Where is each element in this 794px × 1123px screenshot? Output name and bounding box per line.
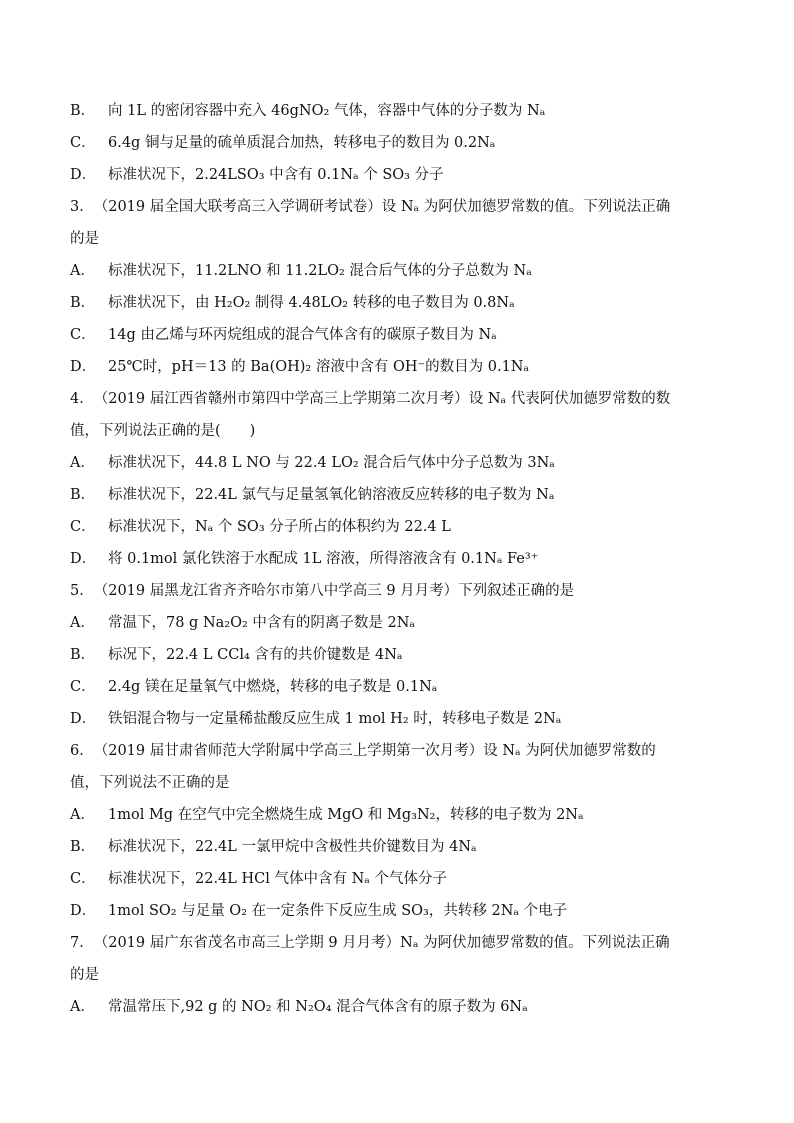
option-d <box>70 901 750 921</box>
question-text: 值，下列说法正确的是( ) <box>70 423 256 439</box>
question-text: （2019 届全国大联考高三入学调研考试卷）设 Nₐ 为阿伏加德罗常数的值。下列说法正确 <box>93 199 671 215</box>
question-text: 值，下列说法不正确的是 <box>70 775 230 791</box>
question-number: 6． <box>70 743 94 759</box>
option-text: 标准状况下，由 H₂O₂ 制得 4.48LO₂ 转移的电子数目为 0.8Nₐ <box>108 295 515 311</box>
question-7-stem <box>70 933 750 953</box>
option-label: C． <box>70 519 96 535</box>
option-label: A． <box>70 807 95 823</box>
question-number: 5． <box>70 583 94 599</box>
option-d <box>70 549 750 569</box>
option-b <box>70 837 750 857</box>
option-a <box>70 261 750 281</box>
option-b <box>70 485 750 505</box>
option-c <box>70 517 750 537</box>
option-label: A． <box>70 615 95 631</box>
option-a <box>70 453 750 473</box>
option-text: 1mol Mg 在空气中完全燃烧生成 MgO 和 Mg₃N₂，转移的电子数为 2Nₐ <box>108 807 584 823</box>
option-label: A． <box>70 263 95 279</box>
question-6-stem-cont <box>70 773 750 793</box>
question-7-stem-cont <box>70 965 750 985</box>
option-text: 标准状况下，2.24LSO₃ 中含有 0.1Nₐ 个 SO₃ 分子 <box>108 167 444 183</box>
option-b <box>70 101 750 121</box>
option-label: B． <box>70 647 96 663</box>
question-number: 4． <box>70 391 94 407</box>
option-text: 标准状况下，44.8 L NO 与 22.4 LO₂ 混合后气体中分子总数为 3Nₐ <box>108 455 555 471</box>
question-text: 的是 <box>70 967 99 983</box>
option-text: 常温下，78 g Na₂O₂ 中含有的阴离子数是 2Nₐ <box>108 615 416 631</box>
option-label: C． <box>70 679 96 695</box>
option-d <box>70 357 750 377</box>
option-b <box>70 645 750 665</box>
question-number: 3． <box>70 199 94 215</box>
question-text: （2019 届江西省赣州市第四中学高三上学期第二次月考）设 Nₐ 代表阿伏加德罗常数的数 <box>93 391 671 407</box>
question-text: 的是 <box>70 231 99 247</box>
question-3-stem <box>70 197 750 217</box>
option-text: 标准状况下，11.2LNO 和 11.2LO₂ 混合后气体的分子总数为 Nₐ <box>108 263 532 279</box>
option-b <box>70 293 750 313</box>
option-label: B． <box>70 103 96 119</box>
option-text: 6.4g 铜与足量的硫单质混合加热，转移电子的数目为 0.2Nₐ <box>108 135 496 151</box>
option-text: 向 1L 的密闭容器中充入 46gNO₂ 气体，容器中气体的分子数为 Nₐ <box>108 103 546 119</box>
option-text: 14g 由乙烯与环丙烷组成的混合气体含有的碳原子数目为 Nₐ <box>108 327 497 343</box>
option-d <box>70 165 750 185</box>
option-text: 标准状况下，22.4L HCl 气体中含有 Nₐ 个气体分子 <box>108 871 448 887</box>
option-c <box>70 677 750 697</box>
option-a <box>70 613 750 633</box>
option-label: D． <box>70 359 97 375</box>
question-3-stem-cont <box>70 229 750 249</box>
option-d <box>70 709 750 729</box>
question-text: （2019 届黑龙江省齐齐哈尔市第八中学高三 9 月月考）下列叙述正确的是 <box>93 583 575 599</box>
option-label: C． <box>70 135 96 151</box>
option-c <box>70 133 750 153</box>
option-text: 标准状况下，Nₐ 个 SO₃ 分子所占的体积约为 22.4 L <box>108 519 451 535</box>
question-5-stem <box>70 581 750 601</box>
question-6-stem <box>70 741 750 761</box>
option-text: 1mol SO₂ 与足量 O₂ 在一定条件下反应生成 SO₃，共转移 2Nₐ 个电子 <box>108 903 568 919</box>
option-text: 铁铝混合物与一定量稀盐酸反应生成 1 mol H₂ 时，转移电子数是 2Nₐ <box>108 711 562 727</box>
question-text: （2019 届广东省茂名市高三上学期 9 月月考）Nₐ 为阿伏加德罗常数的值。下列说法正确 <box>93 935 670 951</box>
option-text: 标准状况下，22.4L 氯气与足量氢氧化钠溶液反应转移的电子数为 Nₐ <box>108 487 555 503</box>
option-label: D． <box>70 903 97 919</box>
option-label: D． <box>70 167 97 183</box>
option-c <box>70 869 750 889</box>
question-4-stem <box>70 389 750 409</box>
question-4-stem-cont <box>70 421 750 441</box>
option-label: D． <box>70 551 97 567</box>
option-text: 标准状况下，22.4L 一氯甲烷中含极性共价键数目为 4Nₐ <box>108 839 477 855</box>
option-label: B． <box>70 487 96 503</box>
option-label: A． <box>70 999 95 1015</box>
option-a <box>70 997 750 1017</box>
option-text: 2.4g 镁在足量氧气中燃烧，转移的电子数是 0.1Nₐ <box>108 679 438 695</box>
option-label: C． <box>70 871 96 887</box>
option-label: B． <box>70 295 96 311</box>
option-label: B． <box>70 839 96 855</box>
option-c <box>70 325 750 345</box>
option-text: 25℃时，pH＝13 的 Ba(OH)₂ 溶液中含有 OH⁻的数目为 0.1Nₐ <box>108 359 530 375</box>
option-label: D． <box>70 711 97 727</box>
option-label: C． <box>70 327 96 343</box>
option-text: 常温常压下,92 g 的 NO₂ 和 N₂O₄ 混合气体含有的原子数为 6Nₐ <box>108 999 528 1015</box>
option-text: 将 0.1mol 氯化铁溶于水配成 1L 溶液，所得溶液含有 0.1Nₐ Fe³⁺ <box>108 551 539 567</box>
option-a <box>70 805 750 825</box>
option-label: A． <box>70 455 95 471</box>
option-text: 标况下，22.4 L CCl₄ 含有的共价键数是 4Nₐ <box>108 647 403 663</box>
question-number: 7． <box>70 935 94 951</box>
question-text: （2019 届甘肃省师范大学附属中学高三上学期第一次月考）设 Nₐ 为阿伏加德罗常数的 <box>93 743 656 759</box>
